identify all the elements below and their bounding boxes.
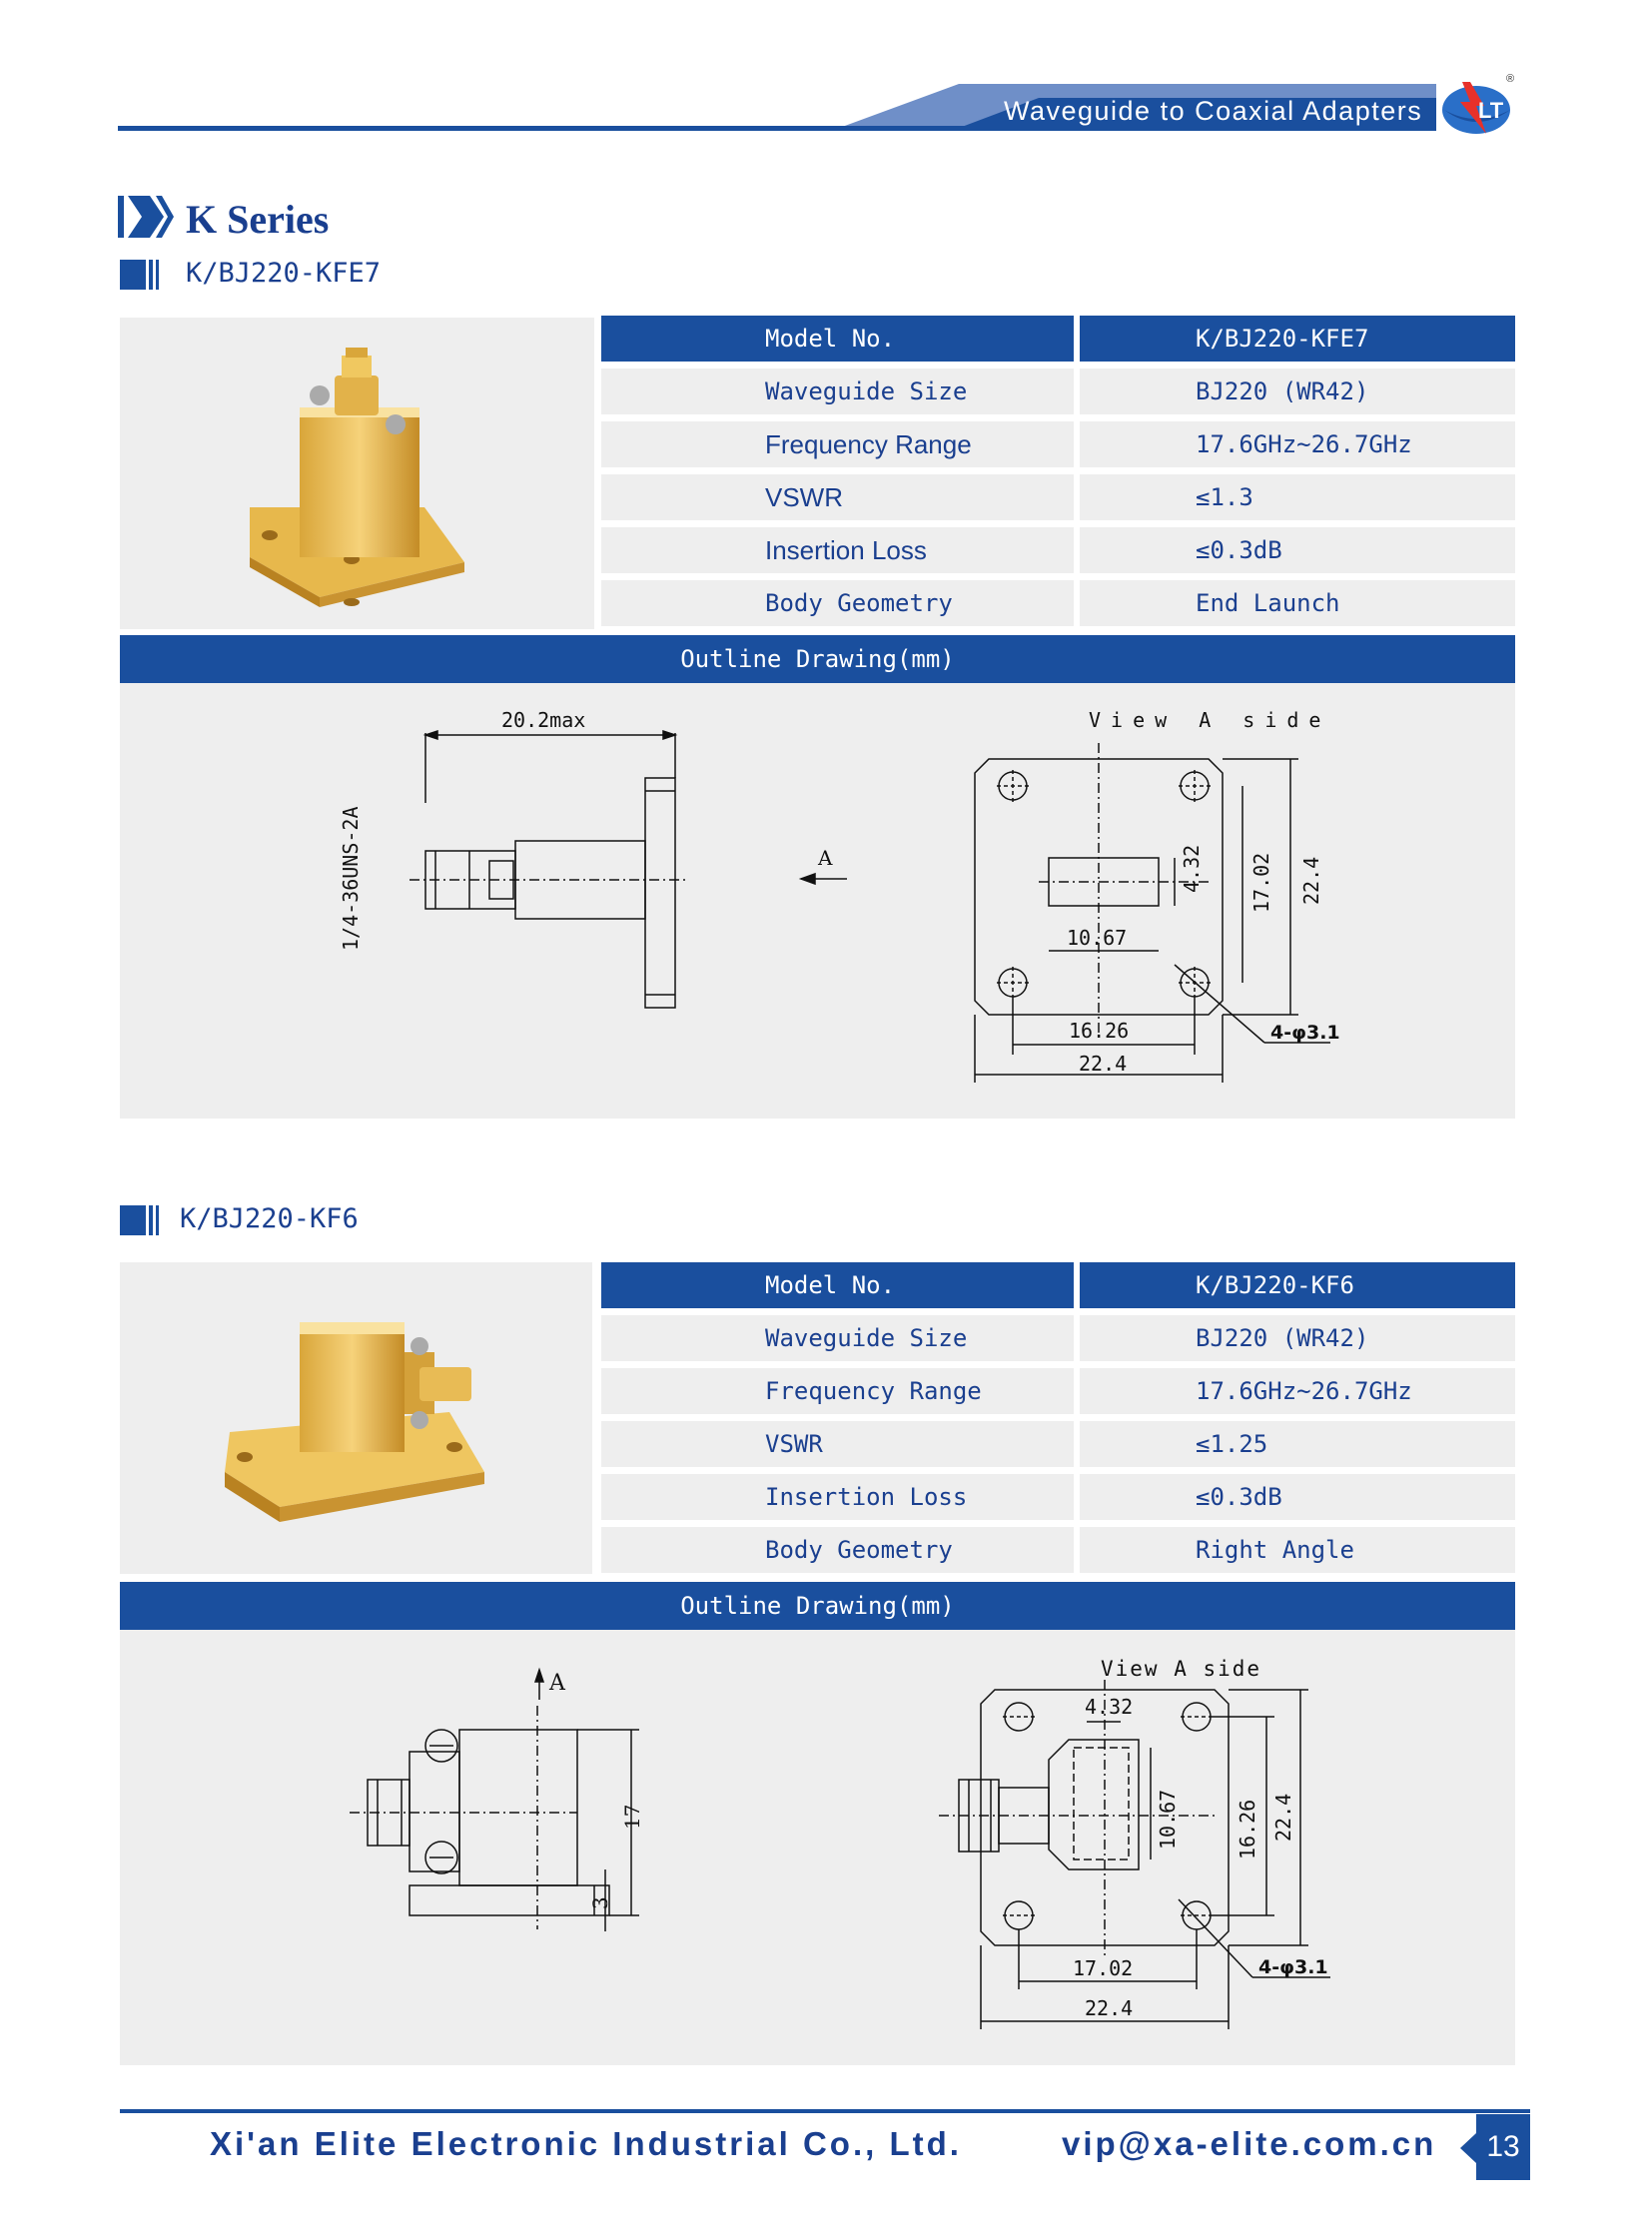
spec-row	[601, 474, 1515, 520]
product-photo-kfe7	[120, 318, 594, 629]
spec-row	[601, 1262, 1515, 1308]
dim-f: 22.4	[1079, 1052, 1128, 1076]
footer-company: Xi'an Elite Electronic Industrial Co., Ltd.	[210, 2125, 962, 2162]
footer-email: vip@xa-elite.com.cn	[1062, 2125, 1437, 2162]
dim-e: 17.02	[1073, 1956, 1134, 1980]
header-title: Waveguide to Coaxial Adapters	[1004, 96, 1423, 126]
dim-b: 10.67	[1156, 1789, 1180, 1850]
spec-label: Waveguide Size	[601, 1315, 1074, 1361]
spec-value: 17.6GHz~26.7GHz	[1080, 421, 1515, 467]
spec-value: K/BJ220-KFE7	[1080, 316, 1515, 362]
spec-value: ≤0.3dB	[1080, 527, 1515, 573]
outline-drawing-panel	[120, 683, 1515, 1119]
holes-spec: 4-φ3.1	[1270, 1022, 1340, 1044]
page-tab-arrow	[1460, 2133, 1476, 2163]
model-title: K/BJ220-KF6	[180, 1203, 359, 1234]
product-photo-kf6	[120, 1262, 592, 1574]
spec-value: ≤0.3dB	[1080, 1474, 1515, 1520]
dim-f: 22.4	[1085, 1996, 1134, 2020]
spec-row	[601, 421, 1515, 467]
spec-label: Frequency Range	[601, 1368, 1074, 1414]
product-photo-panel	[120, 318, 594, 629]
dim-d: 22.4	[1271, 1793, 1295, 1842]
spec-row	[601, 1421, 1515, 1467]
model-bar-icon	[120, 1205, 160, 1235]
product-photo-panel	[120, 1262, 592, 1574]
spec-row	[601, 1527, 1515, 1573]
spec-value: K/BJ220-KF6	[1080, 1262, 1515, 1308]
spec-value: BJ220 (WR42)	[1080, 1315, 1515, 1361]
spec-row	[601, 316, 1515, 362]
spec-label: Insertion Loss	[601, 527, 1074, 573]
spec-table	[601, 1262, 1515, 1574]
dim-d: 22.4	[1299, 856, 1323, 905]
spec-value: 17.6GHz~26.7GHz	[1080, 1368, 1515, 1414]
outline-drawing-header: Outline Drawing(mm)	[120, 1582, 1515, 1630]
thread-spec: 1/4-36UNS-2A	[339, 806, 363, 951]
spec-row	[601, 1368, 1515, 1414]
dim-height: 17	[620, 1804, 644, 1830]
footer-rule	[120, 2109, 1530, 2113]
model-bar-icon	[120, 260, 160, 290]
spec-label: Model No.	[601, 1262, 1074, 1308]
spec-label: VSWR	[601, 474, 1074, 520]
series-chevron-icon	[118, 196, 174, 238]
spec-value: ≤1.25	[1080, 1421, 1515, 1467]
spec-label: Insertion Loss	[601, 1474, 1074, 1520]
spec-label: Body Geometry	[601, 1527, 1074, 1573]
logo-text: LT	[1478, 98, 1504, 123]
spec-label: Model No.	[601, 316, 1074, 362]
spec-row	[601, 1474, 1515, 1520]
spec-row	[601, 1315, 1515, 1361]
dim-c: 17.02	[1249, 852, 1273, 913]
spec-value: BJ220 (WR42)	[1080, 369, 1515, 414]
view-arrow-label: A	[818, 846, 833, 870]
spec-table	[601, 316, 1515, 627]
spec-label: Waveguide Size	[601, 369, 1074, 414]
dim-a: 4.32	[1085, 1695, 1134, 1719]
spec-value: End Launch	[1080, 580, 1515, 626]
view-side-label: View A side	[1089, 708, 1331, 732]
spec-label: Frequency Range	[601, 421, 1074, 467]
holes-spec: 4-φ3.1	[1258, 1956, 1328, 1978]
spec-label: Body Geometry	[601, 580, 1074, 626]
outline-drawing-panel	[120, 1630, 1515, 2065]
outline-drawing-header: Outline Drawing(mm)	[120, 635, 1515, 683]
spec-row	[601, 369, 1515, 414]
dim-c: 16.26	[1236, 1799, 1259, 1860]
outline-drawing-kf6	[120, 1630, 1515, 2065]
registered-mark: ®	[1506, 73, 1515, 85]
dim-thickness: 3	[588, 1896, 612, 1909]
dim-b: 10.67	[1067, 926, 1128, 950]
spec-row	[601, 527, 1515, 573]
view-side-label: View A side	[1101, 1657, 1262, 1681]
spec-value: ≤1.3	[1080, 474, 1515, 520]
dim-a: 4.32	[1180, 844, 1204, 893]
outline-drawing-kfe7	[120, 683, 1515, 1119]
series-title: K Series	[186, 197, 330, 242]
spec-value: Right Angle	[1080, 1527, 1515, 1573]
spec-row	[601, 580, 1515, 626]
model-title: K/BJ220-KFE7	[186, 258, 382, 289]
company-logo	[1440, 72, 1520, 142]
dim-length: 20.2max	[501, 708, 586, 732]
page-number: 13	[1476, 2114, 1530, 2180]
dim-e: 16.26	[1069, 1019, 1130, 1043]
spec-label: VSWR	[601, 1421, 1074, 1467]
view-arrow-label: A	[549, 1671, 565, 1696]
